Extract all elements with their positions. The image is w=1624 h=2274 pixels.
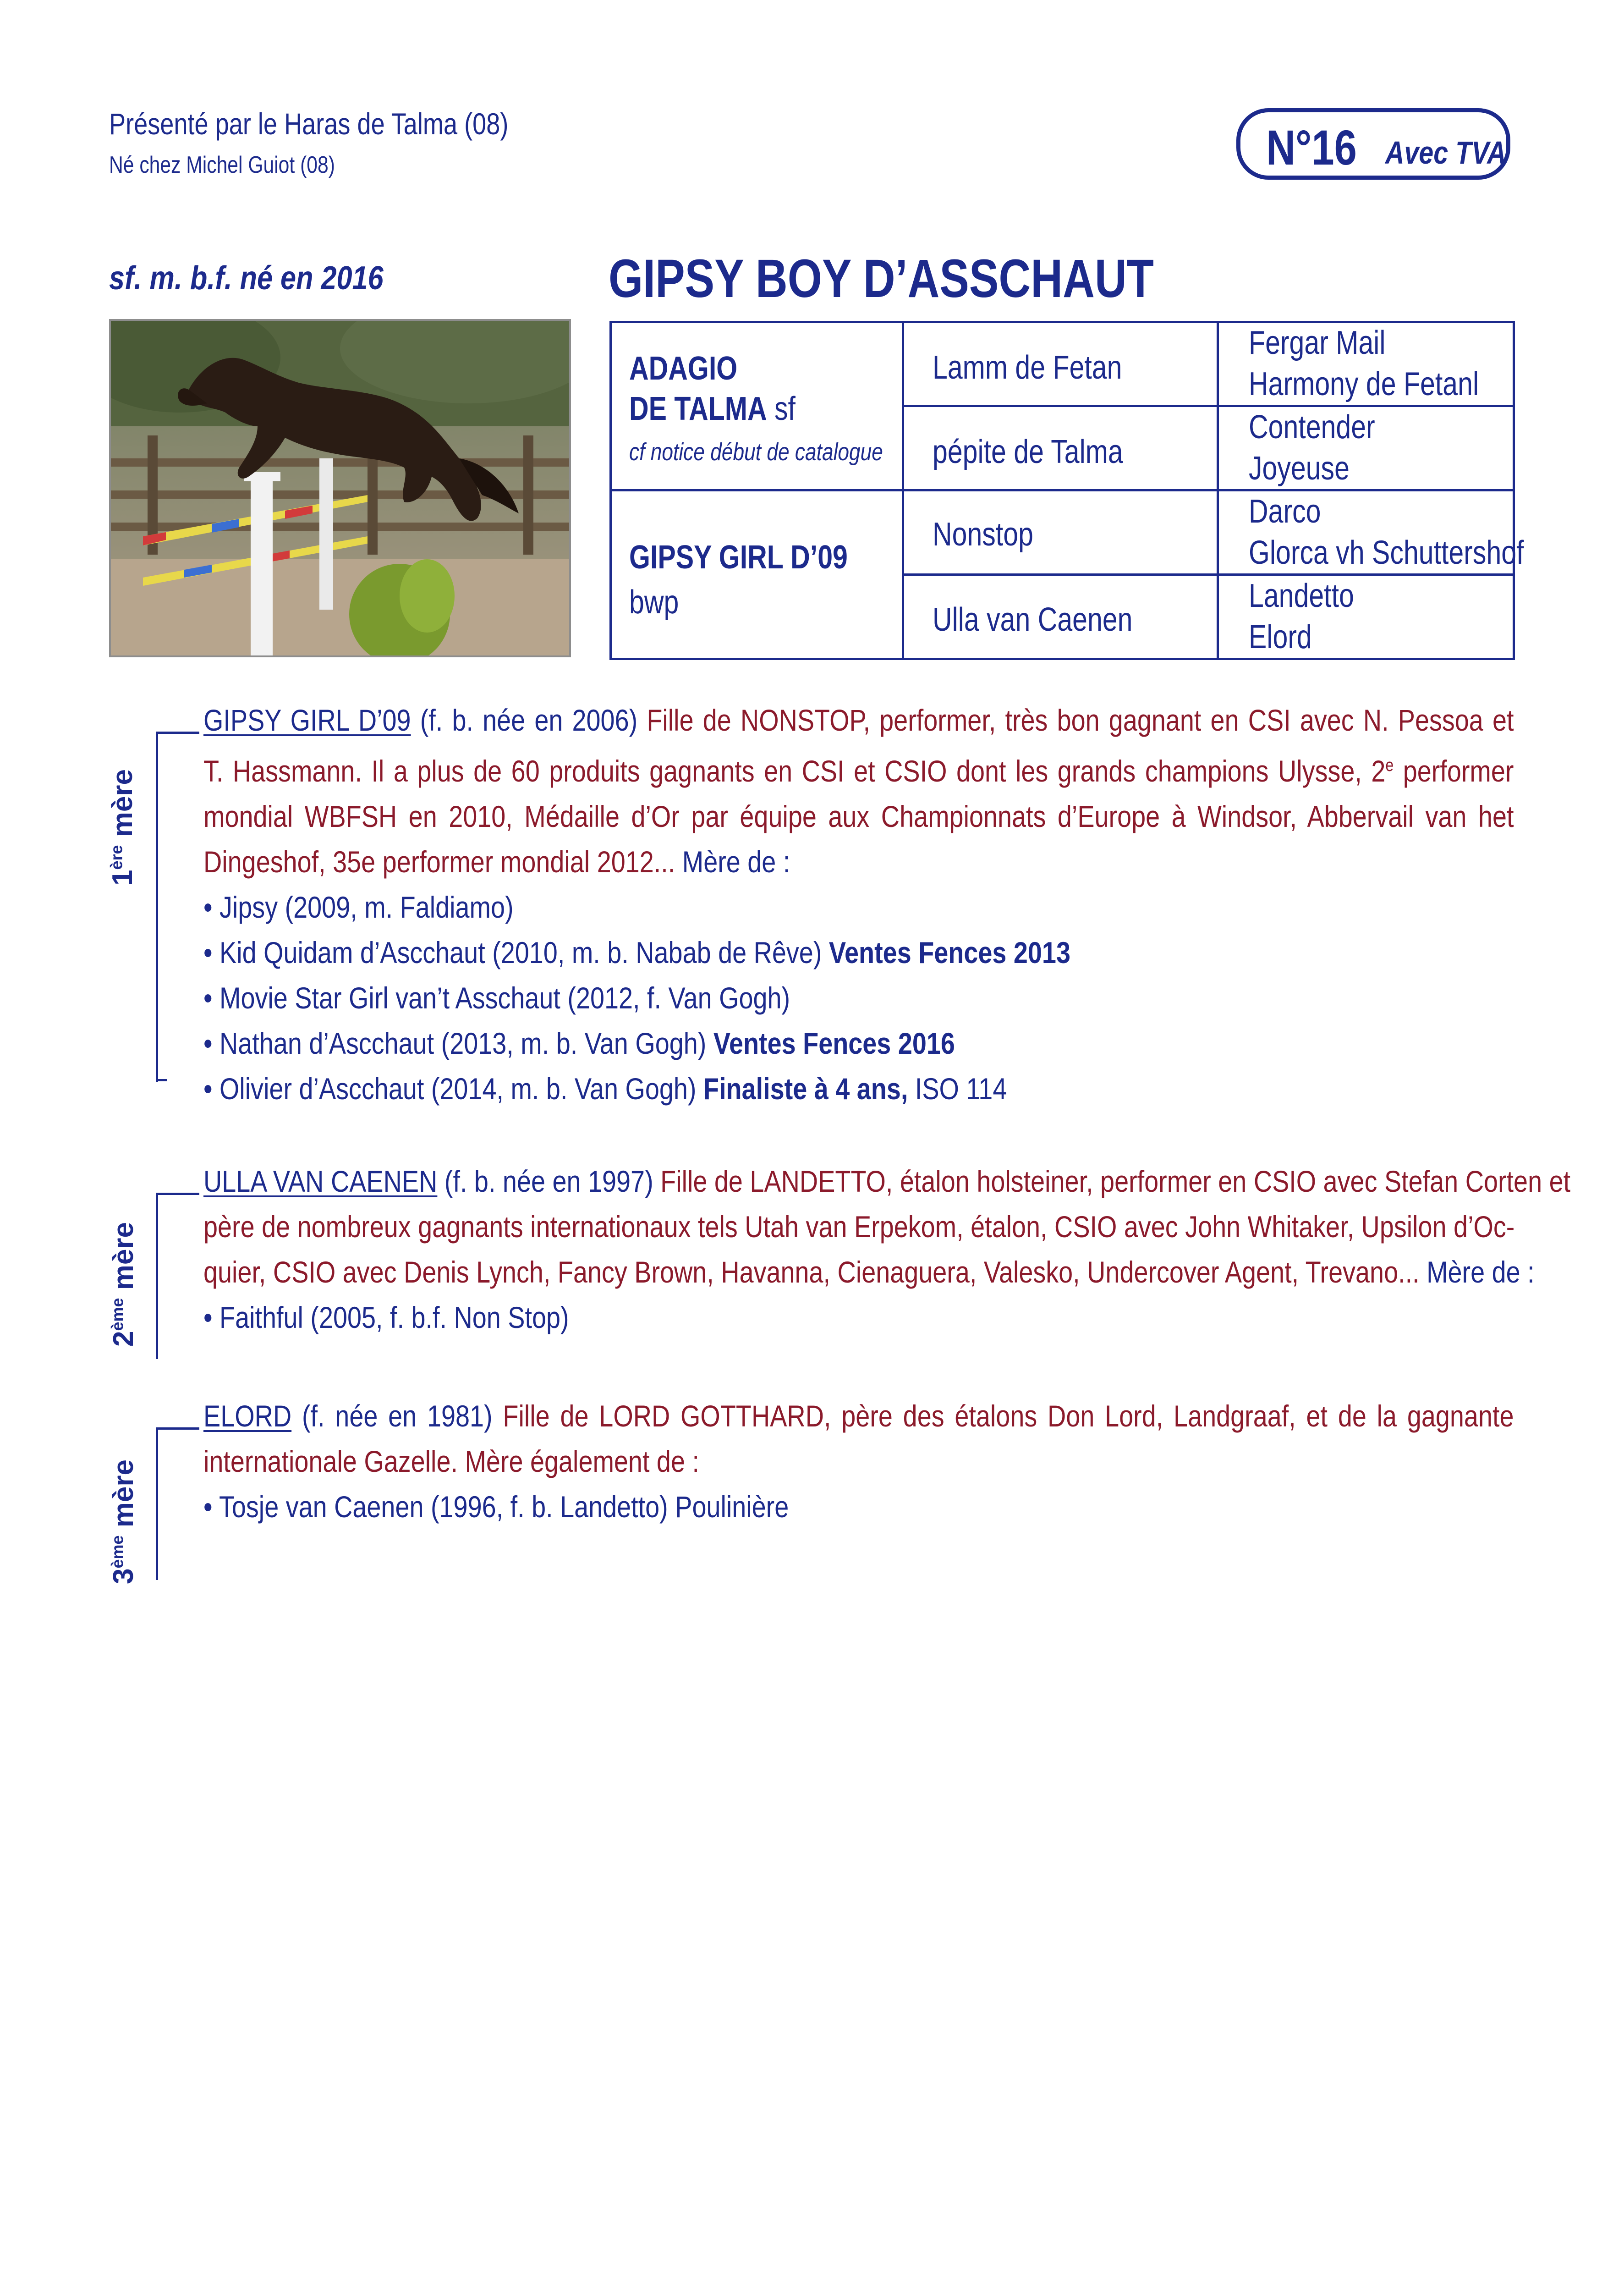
born-at: Né chez Michel Guiot (08) [109, 152, 335, 178]
great-grandparent-4: Joyeuse [1249, 450, 1350, 487]
gen-num: 1 [107, 870, 138, 886]
grandparent-4: Ulla van Caenen [933, 601, 1133, 638]
progeny-entry: • Movie Star Girl van’t Asschaut (2012, f. Van Gogh) [203, 981, 790, 1015]
progeny-entry: • Kid Quidam d’Ascchaut (2010, m. b. Nabab de Rêve) [203, 936, 829, 969]
dam-link[interactable]: ULLA VAN CAENEN [203, 1164, 438, 1198]
first-dam-paragraph [203, 698, 1514, 1112]
birth-info: (f. b. née en 1997) [437, 1164, 661, 1198]
lot-number: N°16 [1266, 120, 1357, 175]
generation-bracket [156, 1427, 199, 1580]
vat-note: Avec TVA [1385, 135, 1506, 171]
dam-link[interactable]: GIPSY GIRL D’09 [203, 703, 411, 737]
text-segment: Mère de : [1426, 1255, 1535, 1289]
third-dam-paragraph [203, 1393, 1514, 1530]
generation-label-2 [107, 1222, 140, 1347]
text-segment: mondial WBFSH en 2010, Médaille d’Or par équipe aux Championnats d’Europe à Windsor, Abbervail van het [203, 799, 1514, 833]
pedigree-divider [612, 489, 1513, 491]
list-item [203, 1484, 1311, 1530]
progeny-highlight: Ventes Fences 2016 [713, 1026, 955, 1060]
text-line [203, 698, 1514, 743]
text-segment: quier, CSIO avec Denis Lynch, Fancy Brown, Havanna, Cienaguera, Valesko, Undercover Agent, Trevano... [203, 1255, 1427, 1289]
progeny-entry: • Tosje van Caenen (1996, f. b. Landetto) Poulinière [203, 1490, 789, 1524]
generation-label-3 [107, 1459, 140, 1584]
progeny-highlight: Ventes Fences 2013 [828, 936, 1070, 969]
progeny-entry: • Jipsy (2009, m. Faldiamo) [203, 890, 514, 924]
list-item [203, 1295, 1311, 1340]
great-grandparent-6: Glorca vh Schuttershof [1249, 534, 1524, 571]
gen-num: 2 [108, 1331, 139, 1347]
generation-bracket [156, 732, 199, 1082]
progeny-entry: • Faithful (2005, f. b.f. Non Stop) [203, 1300, 569, 1334]
presented-by: Présenté par le Haras de Talma (08) [109, 107, 509, 141]
generation-label-1 [106, 769, 139, 886]
grandparent-1: Lamm de Fetan [933, 349, 1122, 386]
pedigree-table [609, 321, 1524, 660]
gen-sup: ème [108, 1298, 127, 1331]
progeny-entry: ISO 114 [908, 1072, 1007, 1106]
birth-info: (f. née en 1981) [291, 1399, 503, 1433]
text-segment: père de nombreux gagnants internationaux tels Utah van Erpekom, étalon, CSIO avec John Whitaker, Upsilon d’Oc- [203, 1210, 1515, 1244]
great-grandparent-1: Fergar Mail [1249, 325, 1386, 361]
grandparent-2: pépite de Talma [933, 434, 1123, 470]
text-segment: Dingeshof, 35e performer mondial 2012... [203, 845, 682, 879]
horse-name: GIPSY BOY D’ASSCHAUT [609, 248, 1154, 309]
dam-name: GIPSY GIRL D’09 [629, 539, 848, 576]
sire-note: cf notice début de catalogue [629, 438, 883, 466]
second-dam-paragraph [203, 1159, 1571, 1340]
progeny-highlight: Finaliste à 4 ans, [703, 1072, 908, 1106]
great-grandparent-3: Contender [1249, 409, 1375, 446]
gen-word: mère [108, 1222, 139, 1298]
grandparent-3: Nonstop [933, 516, 1033, 553]
great-grandparent-7: Landetto [1249, 578, 1354, 614]
dam-studbook: bwp [629, 584, 679, 621]
list-item [203, 885, 1311, 930]
gen-word: mère [108, 1459, 139, 1536]
great-grandparent-8: Elord [1249, 619, 1312, 655]
gen-sup: ère [107, 845, 126, 870]
generation-bracket [156, 1193, 199, 1359]
gen-num: 3 [108, 1568, 139, 1584]
text-line [203, 1250, 1535, 1295]
text-segment: performer [1394, 754, 1514, 788]
text-segment: internationale Gazelle. Mère également de : [203, 1444, 699, 1478]
great-grandparent-2: Harmony de Fetanl [1249, 366, 1479, 402]
dam-link[interactable]: ELORD [203, 1399, 292, 1433]
sire-name: DE TALMA [629, 391, 767, 427]
sire-studbook: sf [767, 391, 796, 427]
horse-description: sf. m. b.f. né en 2016 [109, 260, 384, 297]
bracket-end [156, 1079, 167, 1081]
list-item [203, 975, 1311, 1021]
text-line [203, 839, 1514, 885]
text-segment: Mère de : [682, 845, 790, 879]
list-item [203, 1066, 1311, 1112]
gen-word: mère [107, 769, 138, 845]
text-line [203, 1393, 1514, 1439]
progeny-entry: • Olivier d’Ascchaut (2014, m. b. Van Gogh) [203, 1072, 704, 1106]
birth-info: (f. b. née en 2006) [411, 703, 647, 737]
text-line [203, 1439, 1514, 1484]
great-grandparent-5: Darco [1249, 493, 1321, 530]
gen-sup: ème [108, 1535, 127, 1569]
list-item [203, 930, 1311, 975]
text-line [203, 743, 1514, 794]
text-segment: T. Hassmann. Il a plus de 60 produits gagnants en CSI et CSIO dont les grands champions Ulysse, 2 [203, 754, 1386, 788]
sire-name-line1: ADAGIO [629, 350, 738, 387]
jumping-horse-photo-icon [111, 321, 569, 655]
text-segment: Fille de NONSTOP, performer, très bon gagnant en CSI avec N. Pessoa et [647, 703, 1514, 737]
text-segment: Fille de LANDETTO, étalon holsteiner, performer en CSIO avec Stefan Corten et [660, 1164, 1571, 1198]
lot-badge [1236, 108, 1510, 180]
progeny-entry: • Nathan d’Ascchaut (2013, m. b. Van Gogh) [203, 1026, 713, 1060]
text-line [203, 1159, 1571, 1204]
text-sup: e [1385, 756, 1394, 775]
text-line [203, 1204, 1514, 1250]
text-segment: Fille de LORD GOTTHARD, père des étalons Don Lord, Landgraaf, et de la gagnante [503, 1399, 1514, 1433]
pedigree-divider [902, 573, 1513, 576]
sire-name-line2 [629, 390, 796, 428]
pedigree-divider [902, 405, 1513, 407]
horse-photo [109, 319, 571, 657]
text-line [203, 794, 1514, 839]
list-item [203, 1021, 1311, 1066]
